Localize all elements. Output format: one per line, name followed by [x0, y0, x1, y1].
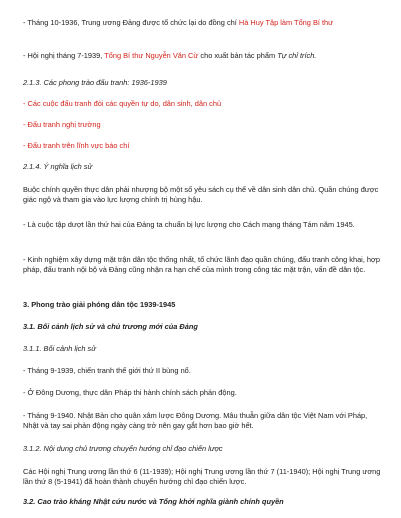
paragraph-text: cho xuất bản tác phẩm: [198, 51, 278, 60]
heading-2-1-4: 2.1.4. Ý nghĩa lịch sử: [23, 162, 93, 171]
paragraph-nguyen-van-cu: [23, 51, 383, 61]
link-ha-huy-tap[interactable]: Hà Huy Tập làm Tổng Bí thư: [238, 18, 334, 27]
paragraph-text: - Hội nghị tháng 7-1939,: [23, 51, 105, 60]
heading-3-1-2: 3.1.2. Nội dung chủ trương chuyển hướng chỉ đạo chiến lược: [23, 444, 223, 453]
link-dau-tranh-nghi-truong[interactable]: - Đấu tranh nghị trường: [23, 120, 101, 129]
paragraph-dong-duong: - Ở Đông Dương, thực dân Pháp thi hành chính sách phản động.: [23, 388, 237, 397]
paragraph-y-nghia-1: Buộc chính quyền thực dân phải nhượng bộ một số yêu sách cụ thể về dân sinh dân chủ. Quần chúng được giác ngộ và tham gia vào lực lượng chính trị hùng hậu.: [23, 185, 379, 205]
heading-3: 3. Phong trào giải phóng dân tộc 1939-1945: [23, 300, 176, 309]
paragraph-y-nghia-2: - Là cuộc tập dượt lần thứ hai của Đảng ta chuẩn bị lực lượng cho Cách mạng tháng Tám năm 1945.: [23, 220, 355, 229]
paragraph-ha-huy-tap: [23, 18, 383, 28]
paragraph-hoi-nghi-trung-uong: Các Hội nghị Trung ương lần thứ 6 (11-1939); Hội nghị Trung ương lần thứ 7 (11-1940); Hội nghị Trung ương lần thứ 8 (5-1941) đã hoàn thành chuyển hướng chỉ đạo chiến lược.: [23, 467, 381, 487]
paragraph-y-nghia-3: - Kinh nghiệm xây dựng mặt trận dân tộc thống nhất, tổ chức lãnh đạo quần chúng, đấu tranh công khai, hợp pháp, đấu tranh nội bộ và Đảng cũng nhận ra hạn chế của mình trong công tác mặt trận, vấn đề dân tộc.: [23, 255, 380, 275]
link-dau-tranh-quyen-tu-do[interactable]: - Các cuộc đấu tranh đòi các quyền tự do, dân sinh, dân chủ: [23, 99, 222, 108]
paragraph-text: - Tháng 10-1936, Trung ương Đảng được tổ chức lại do đồng chí: [23, 18, 239, 27]
heading-3-1-1: 3.1.1. Bối cảnh lịch sử: [23, 344, 96, 353]
link-nguyen-van-cu[interactable]: Tổng Bí thư Nguyễn Văn Cừ: [104, 51, 199, 60]
heading-3-1: 3.1. Bối cảnh lịch sử và chủ trương mới của Đảng: [23, 322, 198, 331]
link-dau-tranh-bao-chi[interactable]: - Đấu tranh trên lĩnh vực báo chí: [23, 141, 130, 150]
heading-3-2: 3.2. Cao trào kháng Nhật cứu nước và Tổng khởi nghĩa giành chính quyền: [23, 497, 284, 506]
paragraph-nhat-ban: - Tháng 9-1940. Nhật Bản cho quân xâm lược Đông Dương. Mâu thuẫn giữa dân tộc Việt Nam với Pháp, Nhật và tay sai phản động ngày càng trở nên gay gắt hơn bao giờ hết.: [23, 411, 368, 431]
heading-2-1-3: 2.1.3. Các phong trào đấu tranh: 1936-1939: [23, 78, 167, 87]
book-title: Tự chỉ trích.: [277, 51, 317, 60]
paragraph-chien-tranh-the-gioi: - Tháng 9-1939, chiến tranh thế giới thứ II bùng nổ.: [23, 366, 191, 375]
